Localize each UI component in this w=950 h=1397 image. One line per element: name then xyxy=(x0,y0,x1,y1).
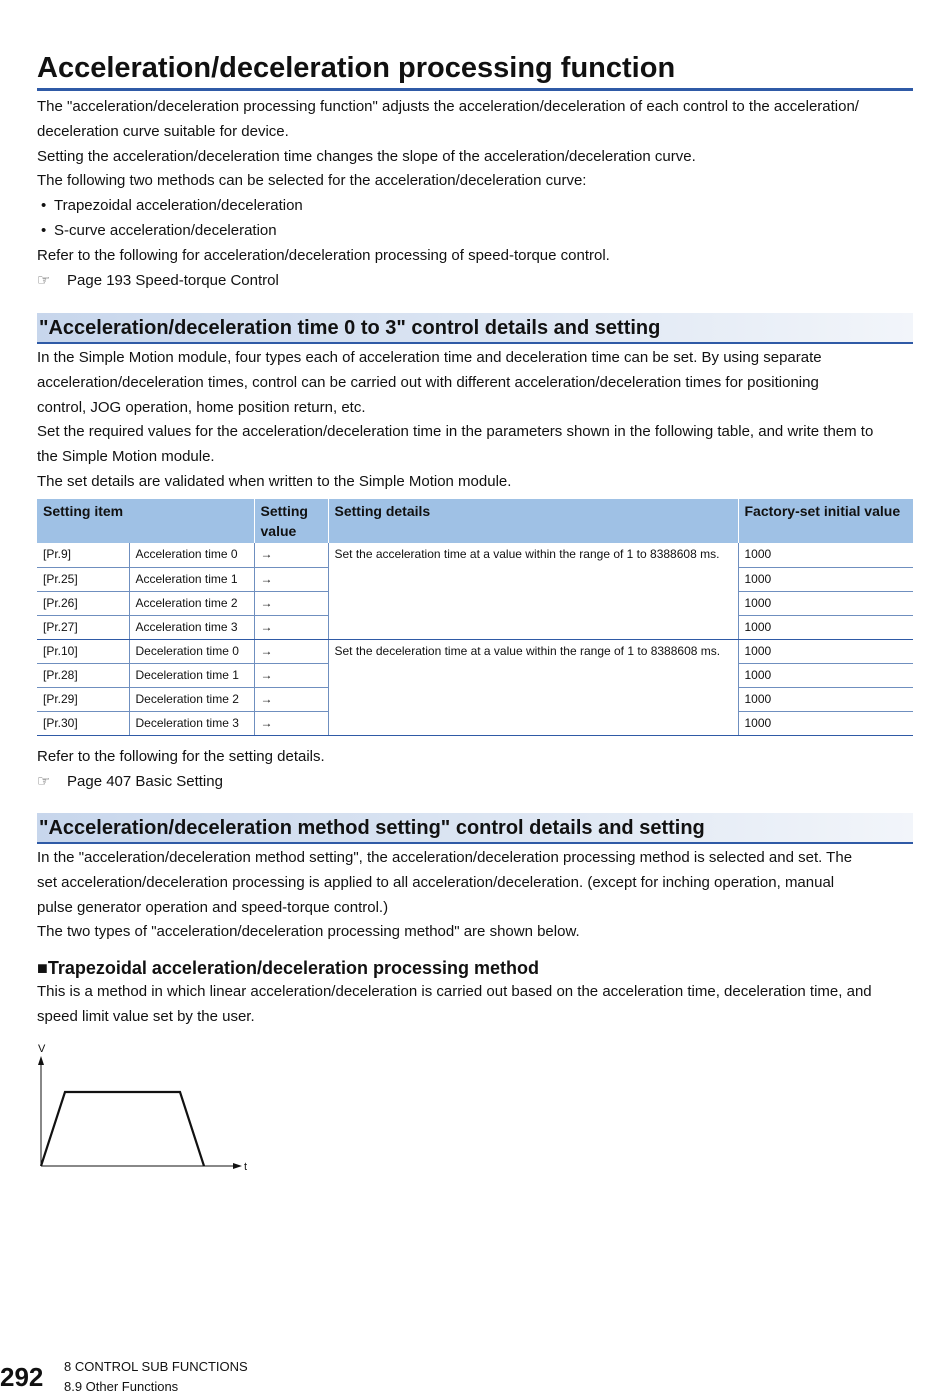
body-line: speed limit value set by the user. xyxy=(37,1007,255,1025)
body-line: The set details are validated when written to the Simple Motion module. xyxy=(37,472,512,490)
trapezoid-curve xyxy=(41,1092,204,1166)
param-name: Deceleration time 1 xyxy=(129,663,254,687)
param-name: Acceleration time 1 xyxy=(129,567,254,591)
intro-line: Refer to the following for acceleration/deceleration processing of speed-torque control. xyxy=(37,246,610,264)
section1-body xyxy=(37,346,913,495)
bullet-item xyxy=(37,194,913,219)
table-header-row xyxy=(37,499,913,543)
subsection-body xyxy=(37,980,913,1030)
table-row xyxy=(37,639,913,663)
section1-after xyxy=(37,745,913,795)
parameter-table xyxy=(37,499,913,736)
arrow-icon: → xyxy=(254,639,328,663)
y-axis-arrowhead xyxy=(38,1056,44,1065)
body-line: pulse generator operation and speed-torque control.) xyxy=(37,898,389,916)
section-heading: "Acceleration/deceleration method setting" control details and setting xyxy=(37,813,913,844)
param-code: [Pr.25] xyxy=(37,567,129,591)
initial-value: 1000 xyxy=(738,615,913,639)
param-name: Acceleration time 3 xyxy=(129,615,254,639)
header-setting-item: Setting item xyxy=(37,499,254,543)
section2-body xyxy=(37,846,913,945)
param-code: [Pr.28] xyxy=(37,663,129,687)
page-number: 292 xyxy=(0,1362,44,1392)
pointing-hand-icon: ☞ xyxy=(37,271,51,289)
body-line: This is a method in which linear acceleration/deceleration is carried out based on the acceleration time, deceleration time, and xyxy=(37,983,872,1000)
intro-line: The "acceleration/deceleration processing function" adjusts the acceleration/deceleration of each control to the acceleration/ xyxy=(37,98,859,115)
arrow-icon: → xyxy=(254,663,328,687)
header-setting-value-line1: Setting xyxy=(260,503,308,519)
body-line: In the Simple Motion module, four types each of acceleration time and deceleration time can be set. By using separate xyxy=(37,349,822,366)
square-bullet-icon: ■ xyxy=(37,958,48,978)
arrow-icon: → xyxy=(254,711,328,735)
initial-value: 1000 xyxy=(738,543,913,567)
param-code: [Pr.27] xyxy=(37,615,129,639)
param-code: [Pr.26] xyxy=(37,591,129,615)
param-code: [Pr.10] xyxy=(37,639,129,663)
bullet-marker: • xyxy=(41,197,47,215)
body-line: In the "acceleration/deceleration method setting", the acceleration/deceleration processing method is selected and set. The xyxy=(37,849,853,866)
cross-reference[interactable] xyxy=(37,269,913,294)
arrow-icon: → xyxy=(254,591,328,615)
intro-line: deceleration curve suitable for device. xyxy=(37,122,289,140)
arrow-icon: → xyxy=(254,567,328,591)
trapezoid-diagram xyxy=(30,1038,260,1178)
param-name: Deceleration time 2 xyxy=(129,687,254,711)
body-line: acceleration/deceleration times, control can be carried out with different acceleration/deceleration times for positioning xyxy=(37,373,819,391)
y-axis-label: V xyxy=(38,1043,46,1055)
body-line: set acceleration/deceleration processing is applied to all acceleration/deceleration. (except for inching operation, manual xyxy=(37,873,835,891)
bullet-marker: • xyxy=(41,221,47,239)
body-line: the Simple Motion module. xyxy=(37,448,215,466)
setting-detail: Set the acceleration time at a value within the range of 1 to 8388608 ms. xyxy=(328,543,738,639)
subsection-heading xyxy=(37,956,539,980)
body-line: control, JOG operation, home position return, etc. xyxy=(37,398,366,416)
header-setting-value xyxy=(254,499,328,543)
arrow-icon: → xyxy=(254,543,328,567)
cross-reference[interactable] xyxy=(37,770,913,795)
bullet-text: S-curve acceleration/deceleration xyxy=(54,221,277,239)
section-heading: "Acceleration/deceleration time 0 to 3" control details and setting xyxy=(37,313,913,344)
param-name: Deceleration time 3 xyxy=(129,711,254,735)
intro-line: The following two methods can be selected for the acceleration/deceleration curve: xyxy=(37,172,587,190)
intro-line: Setting the acceleration/deceleration time changes the slope of the acceleration/deceleration curve. xyxy=(37,147,696,165)
arrow-icon: → xyxy=(254,615,328,639)
bullet-text: Trapezoidal acceleration/deceleration xyxy=(54,197,303,215)
arrow-icon: → xyxy=(254,687,328,711)
initial-value: 1000 xyxy=(738,639,913,663)
initial-value: 1000 xyxy=(738,687,913,711)
table-row xyxy=(37,543,913,567)
initial-value: 1000 xyxy=(738,663,913,687)
footer-breadcrumb xyxy=(64,1357,248,1397)
body-line: Set the required values for the acceleration/deceleration time in the parameters shown in the following table, and write them to xyxy=(37,423,874,441)
param-name: Acceleration time 0 xyxy=(129,543,254,567)
initial-value: 1000 xyxy=(738,711,913,735)
x-axis-arrowhead xyxy=(233,1163,242,1169)
page-title: Acceleration/deceleration processing function xyxy=(37,48,913,91)
body-line: The two types of "acceleration/deceleration processing method" are shown below. xyxy=(37,923,580,941)
param-code: [Pr.30] xyxy=(37,711,129,735)
intro-block xyxy=(37,95,913,293)
header-setting-value-line2: value xyxy=(260,523,297,539)
param-code: [Pr.9] xyxy=(37,543,129,567)
x-axis-label: t xyxy=(244,1161,248,1173)
reference-link[interactable]: Page 193 Speed-torque Control xyxy=(67,271,279,289)
param-code: [Pr.29] xyxy=(37,687,129,711)
body-line: Refer to the following for the setting details. xyxy=(37,748,325,765)
initial-value: 1000 xyxy=(738,567,913,591)
header-initial-value: Factory-set initial value xyxy=(738,499,913,543)
reference-link[interactable]: Page 407 Basic Setting xyxy=(67,772,223,790)
header-setting-details: Setting details xyxy=(328,499,738,543)
footer-section: 8.9 Other Functions xyxy=(64,1379,179,1394)
bullet-item xyxy=(37,219,913,244)
footer-chapter: 8 CONTROL SUB FUNCTIONS xyxy=(64,1359,248,1374)
initial-value: 1000 xyxy=(738,591,913,615)
pointing-hand-icon: ☞ xyxy=(37,772,51,790)
param-name: Deceleration time 0 xyxy=(129,639,254,663)
subsection-title: Trapezoidal acceleration/deceleration processing method xyxy=(47,958,540,978)
setting-detail: Set the deceleration time at a value within the range of 1 to 8388608 ms. xyxy=(328,639,738,735)
param-name: Acceleration time 2 xyxy=(129,591,254,615)
